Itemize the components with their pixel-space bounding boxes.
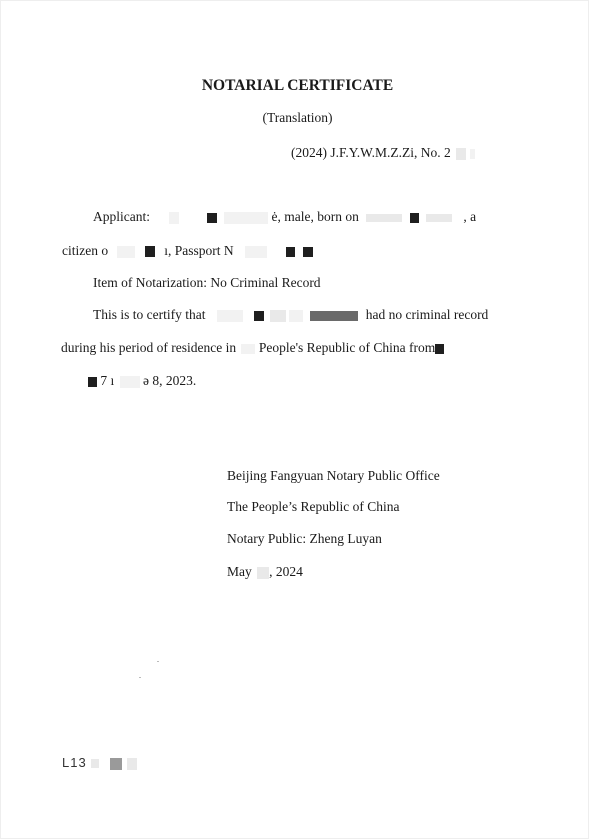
redaction-blur xyxy=(257,567,269,579)
applicant-line xyxy=(93,209,476,225)
citizen-prefix: citizen o xyxy=(62,243,109,258)
period-text-b: ə 8, 2023. xyxy=(143,373,197,388)
scan-speck xyxy=(139,677,141,678)
redaction-blur xyxy=(91,759,99,768)
redaction-blur xyxy=(245,246,267,258)
redaction-blur xyxy=(289,310,303,322)
redaction-blur xyxy=(217,310,243,322)
redaction-block xyxy=(435,344,444,354)
certify-suffix: had no criminal record xyxy=(365,307,489,322)
redaction-block xyxy=(310,311,358,321)
certificate-number-text: (2024) J.F.Y.W.M.Z.Zi, No. 2 xyxy=(291,145,451,160)
redaction-blur xyxy=(366,214,402,222)
redaction-block xyxy=(254,311,264,321)
passport-label: ı, Passport N xyxy=(164,243,234,258)
redaction-block xyxy=(110,758,122,770)
document-subtitle: (Translation) xyxy=(262,110,333,125)
scan-speck xyxy=(157,661,159,662)
date-month: May xyxy=(227,564,252,579)
period-line xyxy=(88,373,196,389)
notary-public-name: Notary Public: Zheng Luyan xyxy=(227,531,382,546)
footer-code xyxy=(62,755,137,770)
redaction-blur xyxy=(456,148,466,160)
redaction-block xyxy=(207,213,217,223)
redaction-blur xyxy=(470,149,475,159)
document-title: NOTARIAL CERTIFICATE xyxy=(201,77,394,94)
certificate-number xyxy=(291,145,475,161)
redaction-blur xyxy=(224,212,268,224)
redaction-blur xyxy=(120,376,140,388)
footer-code-text: L13 xyxy=(62,755,87,770)
certify-prefix: This is to certify that xyxy=(93,307,206,322)
notarization-item: Item of Notarization: No Criminal Record xyxy=(93,275,321,290)
redaction-block xyxy=(145,246,155,257)
redaction-blur xyxy=(241,344,255,354)
period-text-a: 7 ı xyxy=(100,373,115,388)
applicant-label: Applicant: xyxy=(93,209,150,224)
residence-text-a: during his period of residence in xyxy=(61,340,237,355)
certificate-date xyxy=(227,564,303,580)
redaction-blur xyxy=(270,310,286,322)
redaction-blur xyxy=(117,246,135,258)
redaction-block xyxy=(410,213,419,223)
applicant-details: ė, male, born on xyxy=(271,209,359,224)
redaction-blur xyxy=(426,214,452,222)
residence-text-b: People's Republic of China from xyxy=(258,340,436,355)
redaction-block xyxy=(303,247,313,257)
notary-office: Beijing Fangyuan Notary Public Office xyxy=(227,468,440,483)
redaction-blur xyxy=(169,212,179,224)
redaction-block xyxy=(286,247,295,257)
redaction-block xyxy=(88,377,97,387)
citizenship-line xyxy=(62,243,313,259)
applicant-end: , a xyxy=(463,209,477,224)
certify-line xyxy=(93,307,488,323)
residence-line xyxy=(61,340,444,356)
redaction-blur xyxy=(127,758,137,770)
date-year: , 2024 xyxy=(269,564,303,579)
notary-country: The People’s Republic of China xyxy=(227,499,400,514)
